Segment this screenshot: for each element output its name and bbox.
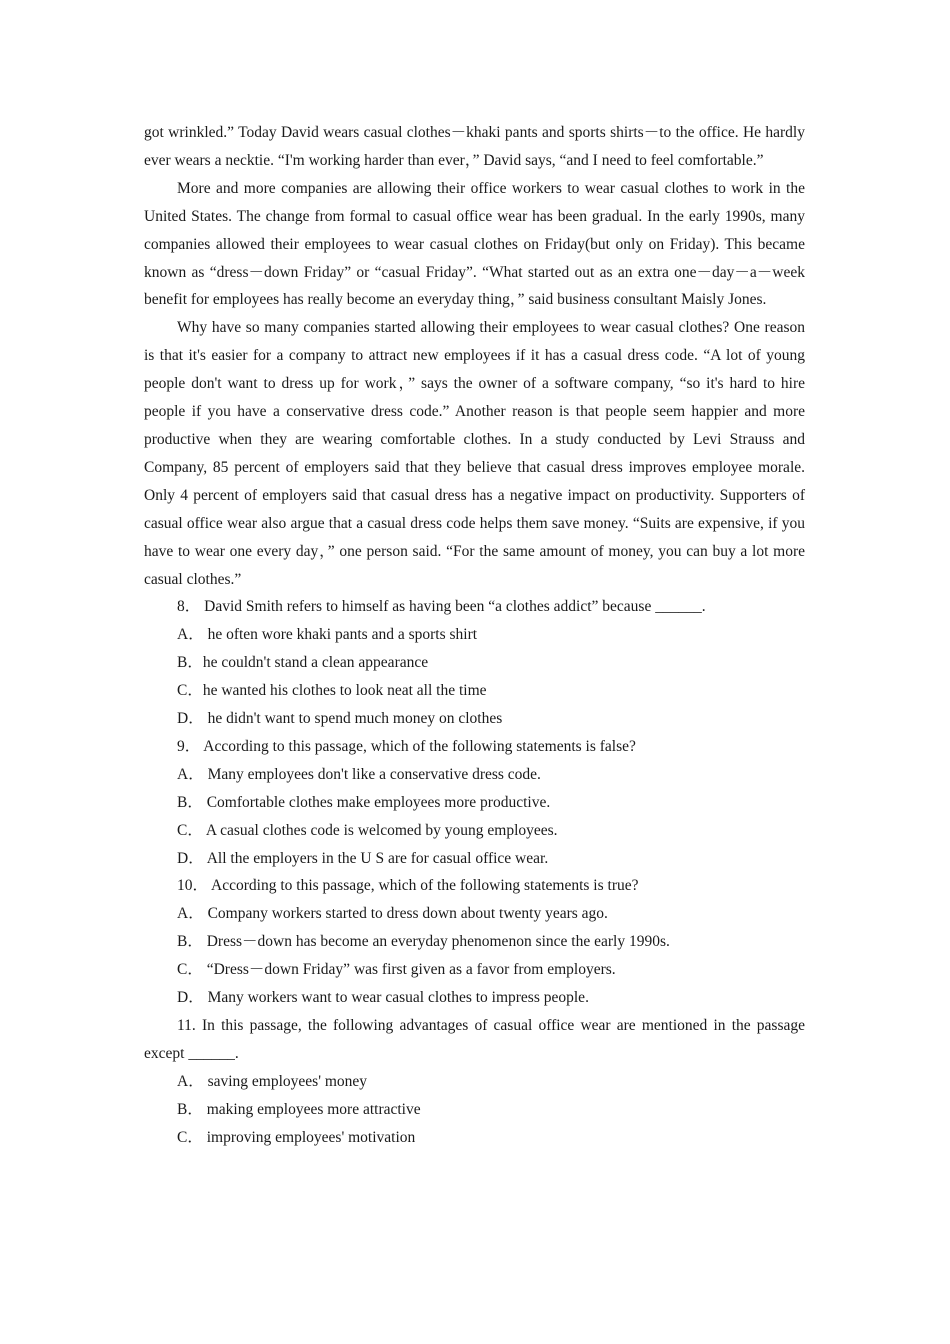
option-text: Dress－down has become an everyday phenomenon since the early 1990s. <box>206 933 670 951</box>
option-d <box>144 984 805 1012</box>
option-letter: A． <box>177 905 204 923</box>
option-d <box>144 845 805 873</box>
question-10 <box>144 872 805 1012</box>
option-letter: A． <box>177 1072 204 1090</box>
option-letter: C． <box>177 1128 203 1146</box>
option-text: he wanted his clothes to look neat all the time <box>202 682 487 700</box>
question-text: According to this passage, which of the following statements is true? <box>211 877 639 895</box>
option-text: All the employers in the U S are for casual office wear. <box>206 849 549 867</box>
option-text: Many workers want to wear casual clothes to impress people. <box>207 989 589 1007</box>
option-b <box>144 789 805 817</box>
option-text: “Dress－down Friday” was first given as a favor from employers. <box>206 961 616 979</box>
passage-paragraph-1: got wrinkled.” Today David wears casual clothes－khaki pants and sports shirts－to the office. He hardly ever wears a necktie. “I'm working harder than ever，” David says, “and I need to feel comfortable.” <box>144 124 805 169</box>
option-text: Many employees don't like a conservative dress code. <box>207 765 541 783</box>
option-letter: A． <box>177 626 204 644</box>
option-c <box>144 817 805 845</box>
question-number: 11. <box>177 1017 196 1034</box>
question-9 <box>144 733 805 873</box>
question-number: 10． <box>177 877 209 895</box>
option-a <box>144 621 805 649</box>
question-text: In this passage, the following advantages of casual office wear are mentioned in the passage except ______. <box>144 1017 805 1062</box>
option-a <box>144 1068 805 1096</box>
question-11 <box>144 1012 805 1152</box>
option-letter: C． <box>177 961 203 979</box>
question-stem <box>144 872 805 900</box>
option-letter: B． <box>177 933 203 951</box>
option-c <box>144 677 805 705</box>
option-text: he didn't want to spend much money on clothes <box>207 710 503 728</box>
option-d <box>144 705 805 733</box>
option-c <box>144 1124 805 1152</box>
document-page <box>144 119 805 1152</box>
option-text: he often wore khaki pants and a sports shirt <box>207 626 478 644</box>
option-text: Company workers started to dress down about twenty years ago. <box>207 905 608 923</box>
option-a <box>144 761 805 789</box>
option-letter: D． <box>177 989 204 1007</box>
option-text: A casual clothes code is welcomed by young employees. <box>205 821 558 839</box>
option-letter: C． <box>177 821 203 839</box>
question-stem <box>144 593 805 621</box>
option-letter: D． <box>177 710 204 728</box>
question-number: 9． <box>177 737 201 755</box>
option-text: Comfortable clothes make employees more productive. <box>206 793 551 811</box>
question-8 <box>144 593 805 733</box>
question-stem <box>144 733 805 761</box>
option-c <box>144 956 805 984</box>
passage-paragraph-2: More and more companies are allowing their office workers to wear casual clothes to work in the United States. The change from formal to casual office wear has been gradual. In the early 1990s, many companies allowed their employees to wear casual clothes on Friday(but only on Friday). This became known as “dress－down Friday” or “casual Friday”. “What started out as an extra one－day－a－week benefit for employees has really become an everyday thing，” said business consultant Maisly Jones. <box>144 179 805 309</box>
question-text: David Smith refers to himself as having been “a clothes addict” because ______. <box>204 598 706 616</box>
option-letter: A． <box>177 765 204 783</box>
option-b <box>144 928 805 956</box>
option-text: improving employees' motivation <box>206 1128 416 1146</box>
question-number: 8． <box>177 598 201 616</box>
option-text: he couldn't stand a clean appearance <box>202 654 429 672</box>
question-text: According to this passage, which of the following statements is false? <box>203 737 636 755</box>
option-letter: C． <box>177 682 203 700</box>
option-letter: B． <box>177 1100 203 1118</box>
passage-paragraph-3: Why have so many companies started allowing their employees to wear casual clothes? One reason is that it's easier for a company to attract new employees if it has a casual dress code. “A lot of young people don't want to dress up for work，” says the owner of a software company, “so it's hard to hire people if you have a conservative dress code.” Another reason is that people seem happier and more productive when they are wearing comfortable clothes. In a study conducted by Levi Strauss and Company, 85 percent of employers said that they believe that casual dress improves employee morale. Only 4 percent of employers said that casual dress has a negative impact on productivity. Supporters of casual office wear also argue that a casual dress code helps them save money. “Suits are expensive, if you have to wear one every day，” one person said. “For the same amount of money, you can buy a lot more casual clothes.” <box>144 319 805 588</box>
option-b <box>144 1096 805 1124</box>
option-letter: B． <box>177 793 203 811</box>
option-text: making employees more attractive <box>206 1100 421 1118</box>
option-text: saving employees' money <box>207 1072 368 1090</box>
option-a <box>144 900 805 928</box>
question-stem <box>144 1012 805 1068</box>
option-letter: B． <box>177 654 203 672</box>
option-letter: D． <box>177 849 204 867</box>
option-b <box>144 649 805 677</box>
